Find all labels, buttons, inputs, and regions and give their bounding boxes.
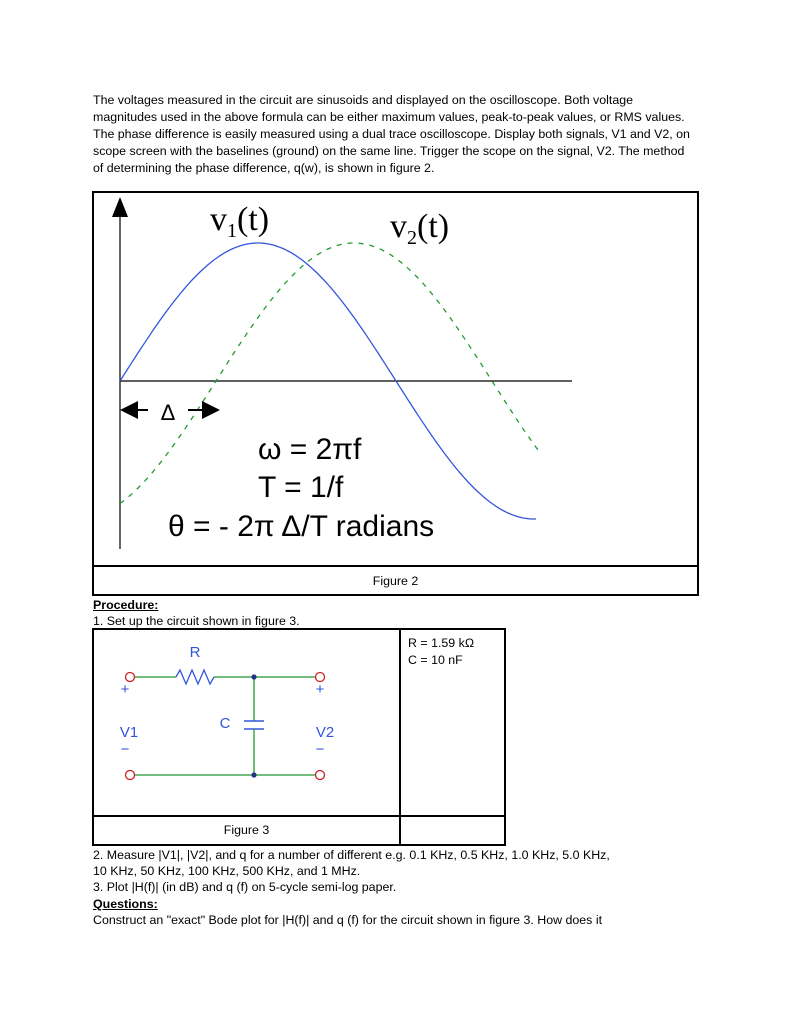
y-axis-arrow-icon	[112, 197, 128, 217]
intro-paragraph: The voltages measured in the circuit are sinusoids and displayed on the oscilloscope. Both voltage magnitudes used in the above formula can be either maximum values, peak-to-peak values, or RMS values. The phase difference is easily measured using a dual trace oscilloscope. Display both signals, V1 and V2, on scope screen with the baselines (ground) on the same line. Trigger the scope on the signal, V2. The method of determining the phase difference, q(w), is shown in figure 2.	[93, 93, 690, 175]
questions-text: Construct an "exact" Bode plot for |H(f)| and q (f) for the circuit shown in figure 3. How does it	[93, 913, 603, 927]
v1-label: $v_1(t)$	[210, 201, 270, 242]
procedure-heading: Procedure:	[93, 598, 159, 612]
r-symbol-label: R	[189, 644, 201, 661]
figure-2-caption-row	[94, 565, 697, 596]
v2-minus: −	[315, 741, 325, 758]
figure-2-box	[92, 191, 699, 596]
equation-period: T = 1/f	[258, 471, 344, 504]
equation-omega: ω = 2πf	[258, 433, 362, 466]
resistor-symbol	[176, 670, 214, 684]
rc-circuit	[94, 630, 399, 815]
procedure-step-1: 1. Set up the circuit shown in figure 3.	[93, 614, 300, 628]
figure-3-divider	[399, 630, 401, 844]
procedure-step-2-line-2: 10 KHz, 50 KHz, 100 KHz, 500 KHz, and 1 MHz.	[93, 864, 361, 878]
figure-2-caption: Figure 2	[372, 574, 419, 588]
figure-2-plot	[94, 193, 697, 565]
figure-3-values	[408, 635, 474, 669]
terminal-out-bottom	[316, 771, 325, 780]
v1-minus: −	[120, 741, 130, 758]
delta-label: Δ	[160, 400, 176, 425]
junction-top	[251, 674, 256, 679]
v2-plus: +	[315, 681, 325, 698]
junction-bottom	[251, 772, 256, 777]
questions-heading: Questions:	[93, 897, 158, 911]
v2-label: $v_2(t)$	[390, 208, 450, 249]
v2-symbol-label: V2	[315, 724, 335, 741]
delta-left-arrow-icon	[120, 401, 138, 419]
v1-symbol-label: V1	[119, 724, 139, 741]
r-value: R = 1.59 kΩ	[408, 636, 475, 650]
v1-plus: +	[120, 681, 130, 698]
delta-right-arrow-icon	[202, 401, 220, 419]
figure-3-box	[92, 628, 506, 846]
c-symbol-label: C	[219, 715, 231, 732]
procedure-step-3: 3. Plot |H(f)| (in dB) and q (f) on 5-cycle semi-log paper.	[93, 880, 397, 894]
terminal-in-bottom	[126, 771, 135, 780]
c-value: C = 10 nF	[408, 653, 463, 667]
procedure-step-2-line-1: 2. Measure |V1|, |V2|, and q for a number of different e.g. 0.1 KHz, 0.5 KHz, 1.0 KHz, 5.0 KHz,	[93, 848, 610, 862]
equation-theta: θ = - 2π Δ/T radians	[168, 510, 435, 543]
figure-3-caption: Figure 3	[223, 823, 270, 837]
